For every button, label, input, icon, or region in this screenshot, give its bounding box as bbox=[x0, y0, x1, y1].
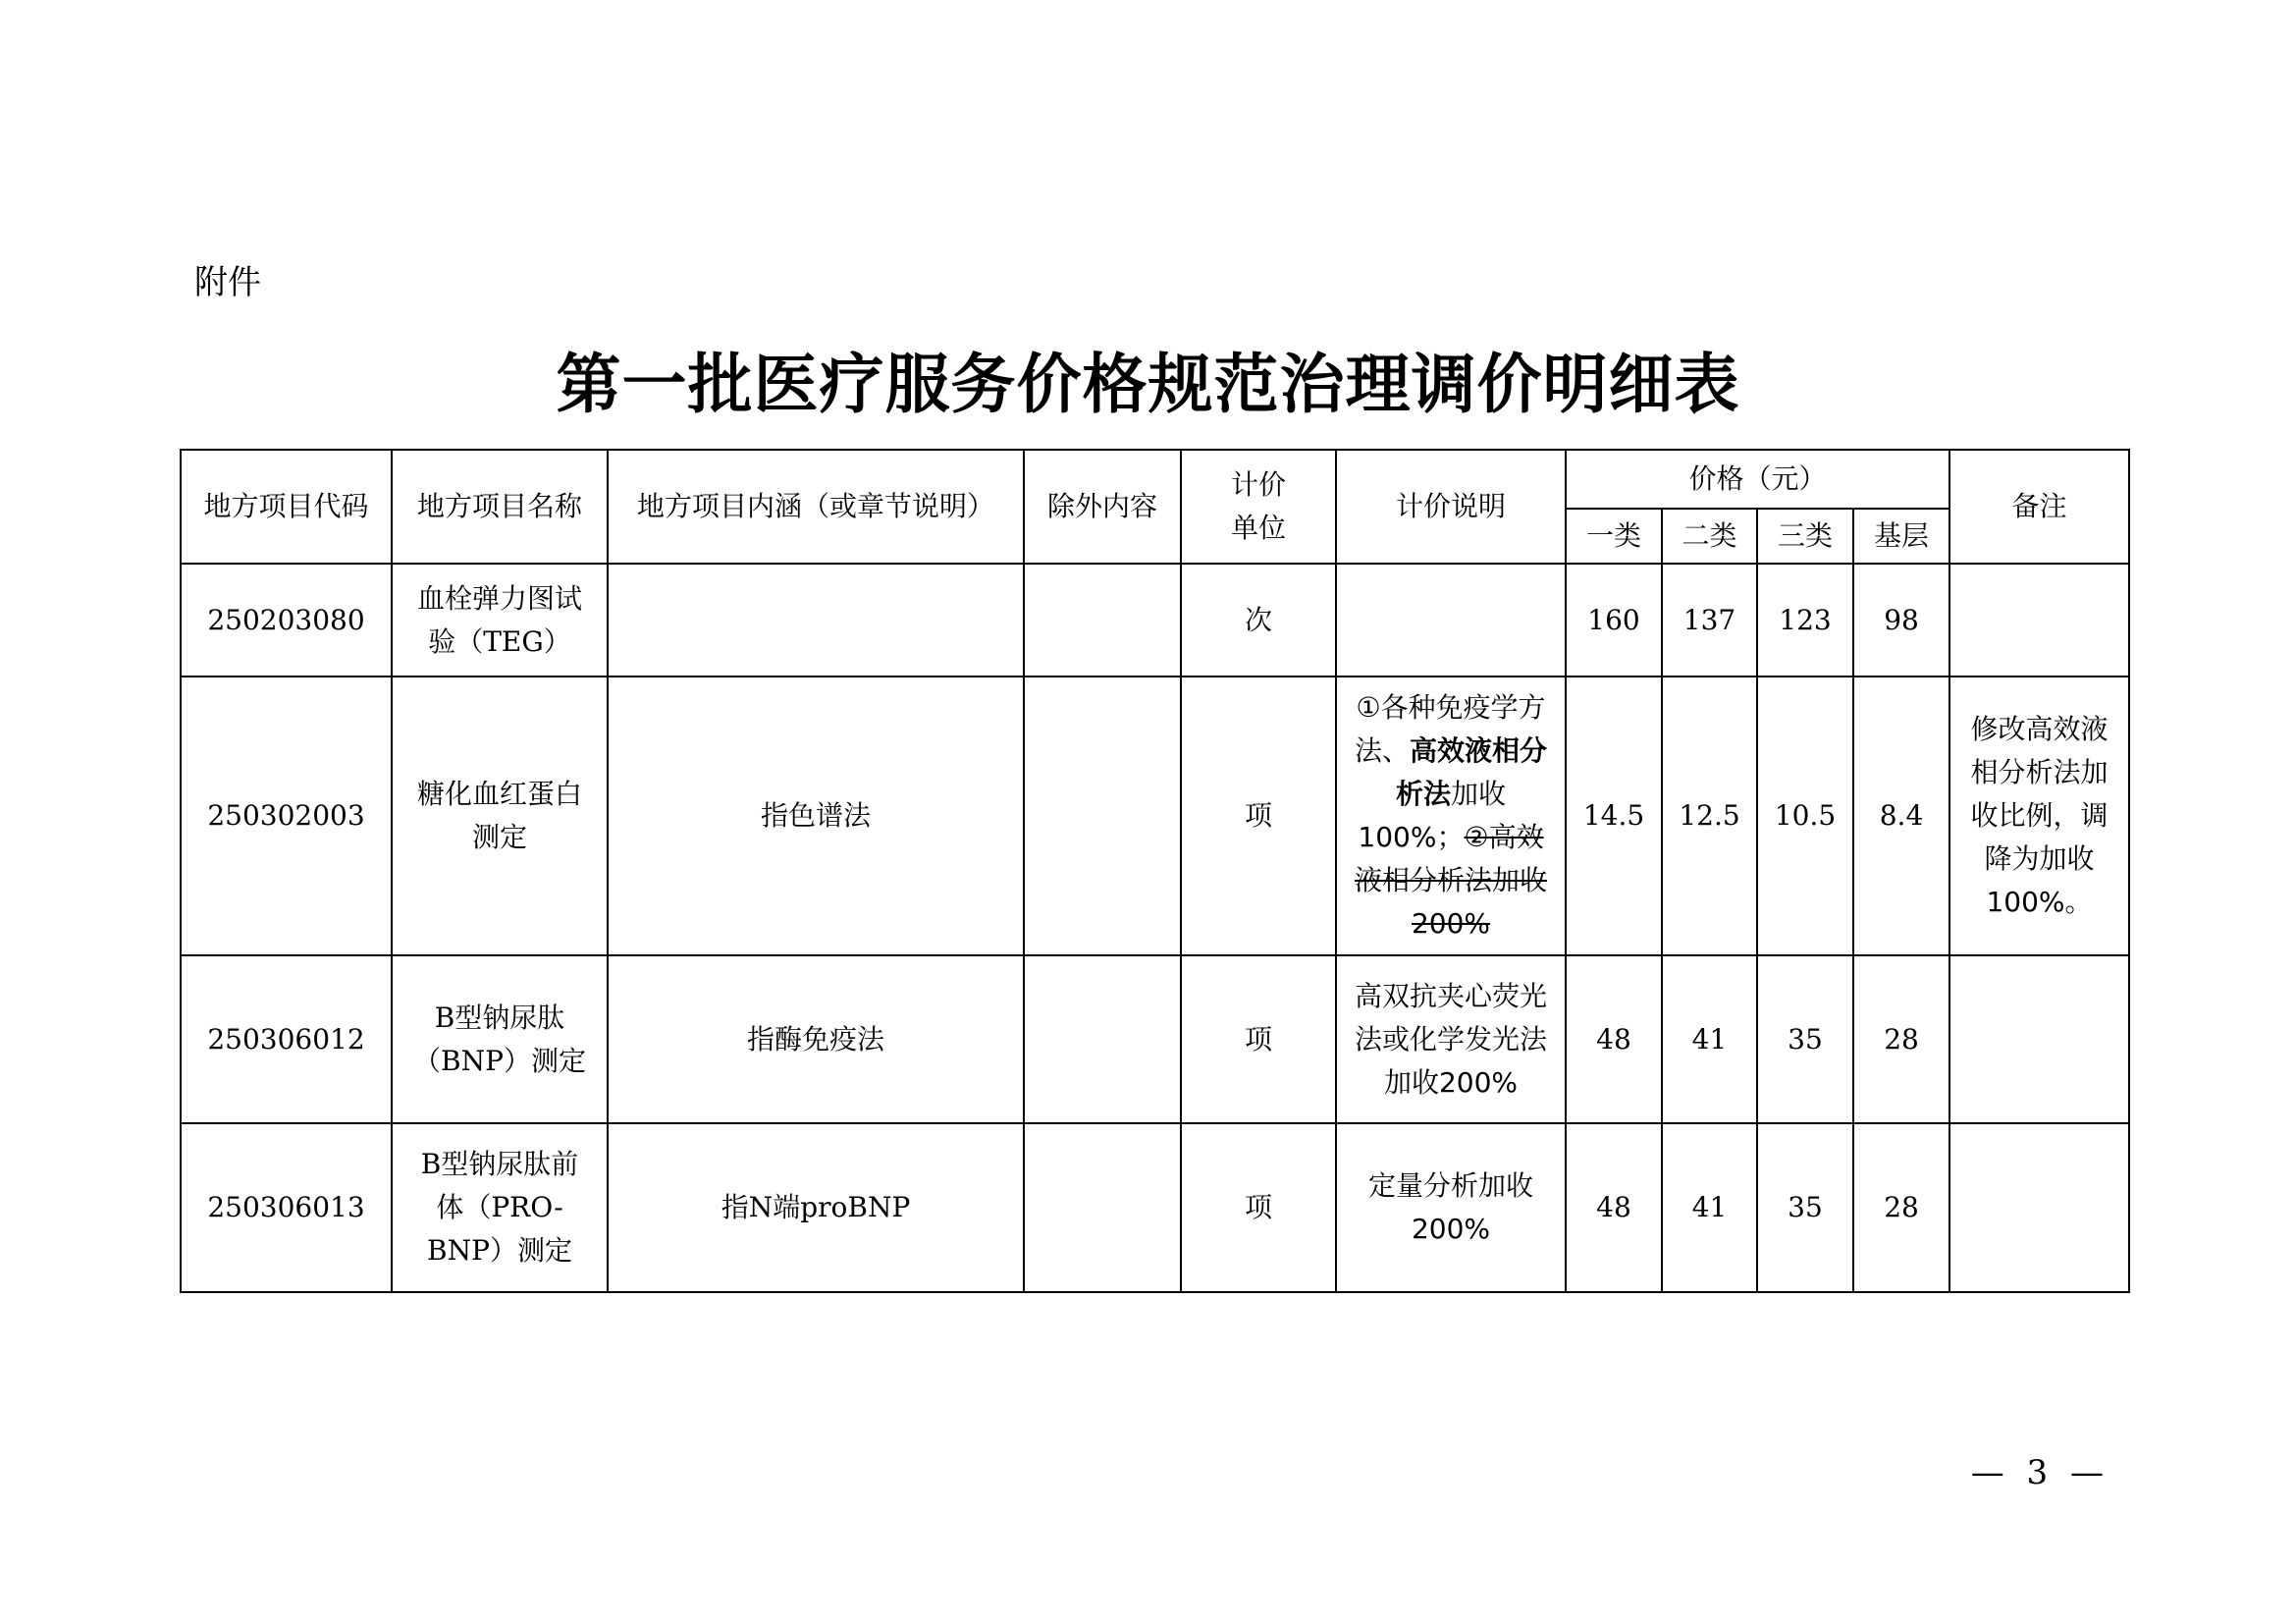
cell-name: B型钠尿肽前体（PRO-BNP）测定 bbox=[392, 1123, 608, 1292]
cell-class1: 48 bbox=[1566, 1123, 1662, 1292]
col-header-class3: 三类 bbox=[1757, 509, 1853, 564]
attachment-label: 附件 bbox=[194, 263, 261, 302]
cell-grassroots: 28 bbox=[1853, 955, 1949, 1123]
pricing-desc-strikethrough: ②高效液相分析法加收200% bbox=[1354, 821, 1547, 940]
table-row bbox=[181, 564, 2129, 677]
cell-grassroots: 28 bbox=[1853, 1123, 1949, 1292]
cell-class3: 35 bbox=[1757, 955, 1853, 1123]
cell-unit: 次 bbox=[1181, 564, 1336, 677]
col-header-class2: 二类 bbox=[1662, 509, 1757, 564]
pricing-desc-part3: 加收100%； bbox=[1358, 778, 1507, 853]
cell-code: 250306013 bbox=[181, 1123, 392, 1292]
cell-code: 250203080 bbox=[181, 564, 392, 677]
table-row bbox=[181, 677, 2129, 955]
col-header-price-group: 价格（元） bbox=[1566, 450, 1949, 509]
cell-class1: 160 bbox=[1566, 564, 1662, 677]
cell-name: 糖化血红蛋白测定 bbox=[392, 677, 608, 955]
cell-exclusion bbox=[1024, 564, 1181, 677]
col-header-name: 地方项目名称 bbox=[392, 450, 608, 564]
cell-content: 指酶免疫法 bbox=[608, 955, 1024, 1123]
cell-exclusion bbox=[1024, 677, 1181, 955]
cell-content: 指N端proBNP bbox=[608, 1123, 1024, 1292]
cell-class1: 48 bbox=[1566, 955, 1662, 1123]
col-header-code: 地方项目代码 bbox=[181, 450, 392, 564]
cell-class3: 10.5 bbox=[1757, 677, 1853, 955]
cell-class2: 41 bbox=[1662, 955, 1757, 1123]
cell-exclusion bbox=[1024, 1123, 1181, 1292]
cell-content bbox=[608, 564, 1024, 677]
cell-remark bbox=[1949, 564, 2129, 677]
cell-exclusion bbox=[1024, 955, 1181, 1123]
cell-unit: 项 bbox=[1181, 955, 1336, 1123]
col-header-class1: 一类 bbox=[1566, 509, 1662, 564]
col-header-exclusion: 除外内容 bbox=[1024, 450, 1181, 564]
cell-name: B型钠尿肽（BNP）测定 bbox=[392, 955, 608, 1123]
col-header-unit: 计价单位 bbox=[1181, 450, 1336, 564]
cell-class2: 12.5 bbox=[1662, 677, 1757, 955]
cell-remark bbox=[1949, 955, 2129, 1123]
cell-remark: 修改高效液相分析法加收比例，调降为加收100%。 bbox=[1949, 677, 2129, 955]
col-header-remark: 备注 bbox=[1949, 450, 2129, 564]
cell-pricing-desc: 定量分析加收200% bbox=[1336, 1123, 1566, 1292]
cell-class2: 41 bbox=[1662, 1123, 1757, 1292]
cell-code: 250302003 bbox=[181, 677, 392, 955]
cell-remark bbox=[1949, 1123, 2129, 1292]
page-title: 第一批医疗服务价格规范治理调价明细表 bbox=[556, 346, 1740, 422]
cell-class2: 137 bbox=[1662, 564, 1757, 677]
table-row bbox=[181, 955, 2129, 1123]
cell-class3: 123 bbox=[1757, 564, 1853, 677]
pricing-desc-bold: 高效液相分析法 bbox=[1395, 734, 1548, 810]
cell-class1: 14.5 bbox=[1566, 677, 1662, 955]
cell-pricing-desc bbox=[1336, 564, 1566, 677]
cell-unit: 项 bbox=[1181, 677, 1336, 955]
cell-pricing-desc: 高双抗夹心荧光法或化学发光法加收200% bbox=[1336, 955, 1566, 1123]
cell-content: 指色谱法 bbox=[608, 677, 1024, 955]
cell-class3: 35 bbox=[1757, 1123, 1853, 1292]
cell-code: 250306012 bbox=[181, 955, 392, 1123]
price-table bbox=[180, 449, 2130, 1293]
pricing-desc-part1: ①各种免疫学方法、 bbox=[1354, 691, 1546, 767]
header-row bbox=[181, 450, 2129, 509]
cell-pricing-desc bbox=[1336, 677, 1566, 955]
col-header-content: 地方项目内涵（或章节说明） bbox=[608, 450, 1024, 564]
table-row bbox=[181, 1123, 2129, 1292]
cell-unit: 项 bbox=[1181, 1123, 1336, 1292]
col-header-pricing-desc: 计价说明 bbox=[1336, 450, 1566, 564]
cell-name: 血栓弹力图试验（TEG） bbox=[392, 564, 608, 677]
cell-grassroots: 8.4 bbox=[1853, 677, 1949, 955]
cell-grassroots: 98 bbox=[1853, 564, 1949, 677]
col-header-grassroots: 基层 bbox=[1853, 509, 1949, 564]
page-number: — 3 — bbox=[1970, 1453, 2109, 1492]
